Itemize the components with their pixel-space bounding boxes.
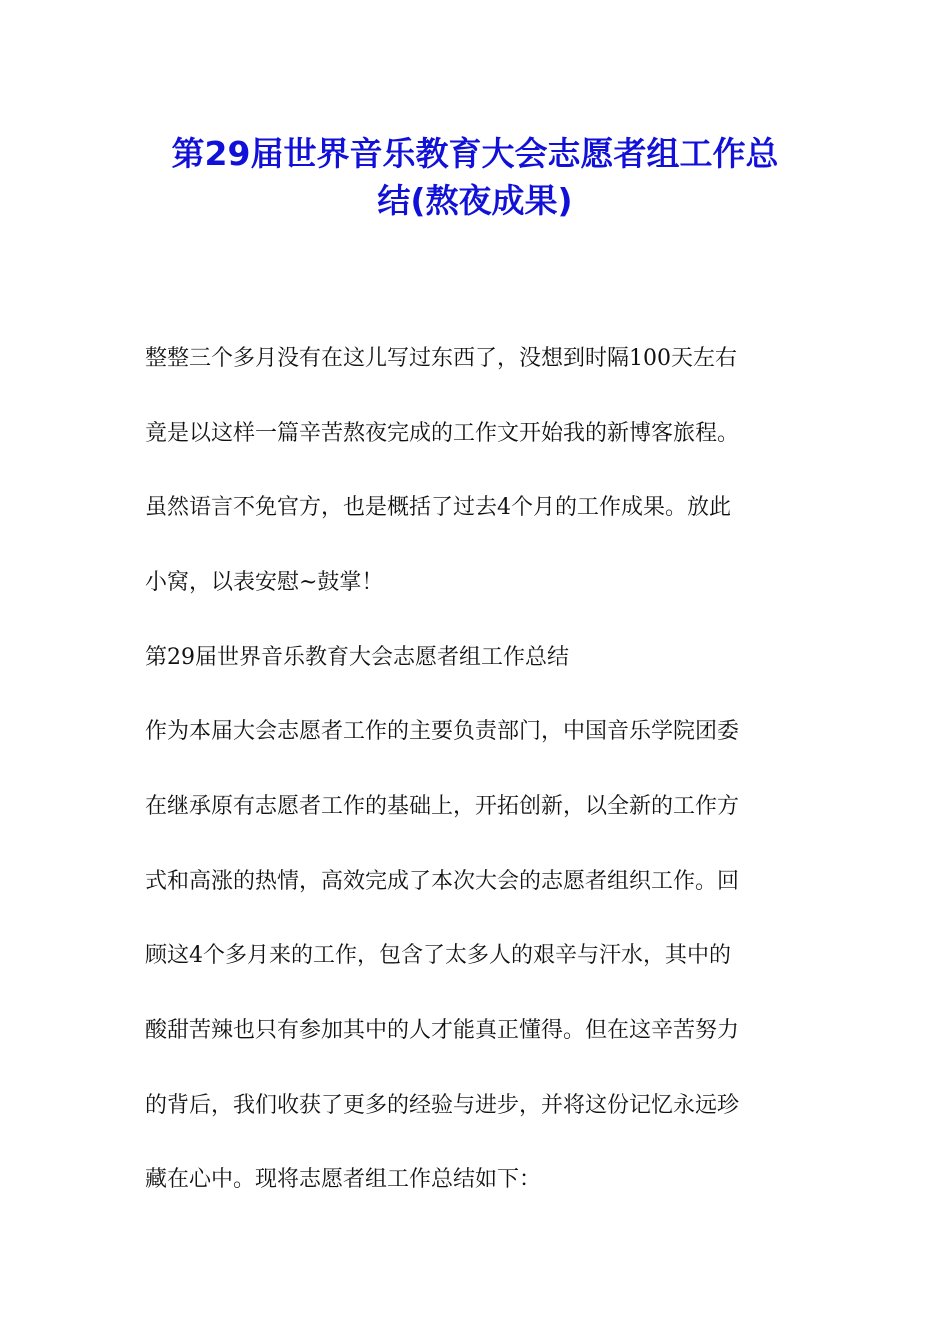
body-text-line: 藏在心中。现将志愿者组工作总结如下： [145, 1167, 542, 1192]
body-text-line: 在继承原有志愿者工作的基础上，开拓创新，以全新的工作方 [145, 794, 740, 819]
section-heading-line: 第29届世界音乐教育大会志愿者组工作总结 [145, 645, 569, 670]
body-text-line: 式和高涨的热情，高效完成了本次大会的志愿者组织工作。回 [145, 869, 740, 894]
body-text-line: 顾这4个多月来的工作，包含了太多人的艰辛与汗水，其中的 [145, 943, 731, 968]
body-text-line: 的背后，我们收获了更多的经验与进步，并将这份记忆永远珍 [145, 1093, 740, 1118]
document-title-line-2: 结(熬夜成果) [377, 181, 573, 220]
body-text-line: 整整三个多月没有在这儿写过东西了，没想到时隔100天左右 [145, 346, 737, 371]
body-text-line: 虽然语言不免官方，也是概括了过去4个月的工作成果。放此 [145, 495, 731, 520]
document-title-line-1: 第29届世界音乐教育大会志愿者组工作总 [171, 134, 779, 173]
body-text-line: 竟是以这样一篇辛苦熬夜完成的工作文开始我的新博客旅程。 [145, 421, 740, 446]
body-text-line: 作为本届大会志愿者工作的主要负责部门，中国音乐学院团委 [145, 719, 740, 744]
body-text-line: 酸甜苦辣也只有参加其中的人才能真正懂得。但在这辛苦努力 [145, 1018, 740, 1043]
body-text-line: 小窝，以表安慰~鼓掌！ [145, 570, 384, 595]
